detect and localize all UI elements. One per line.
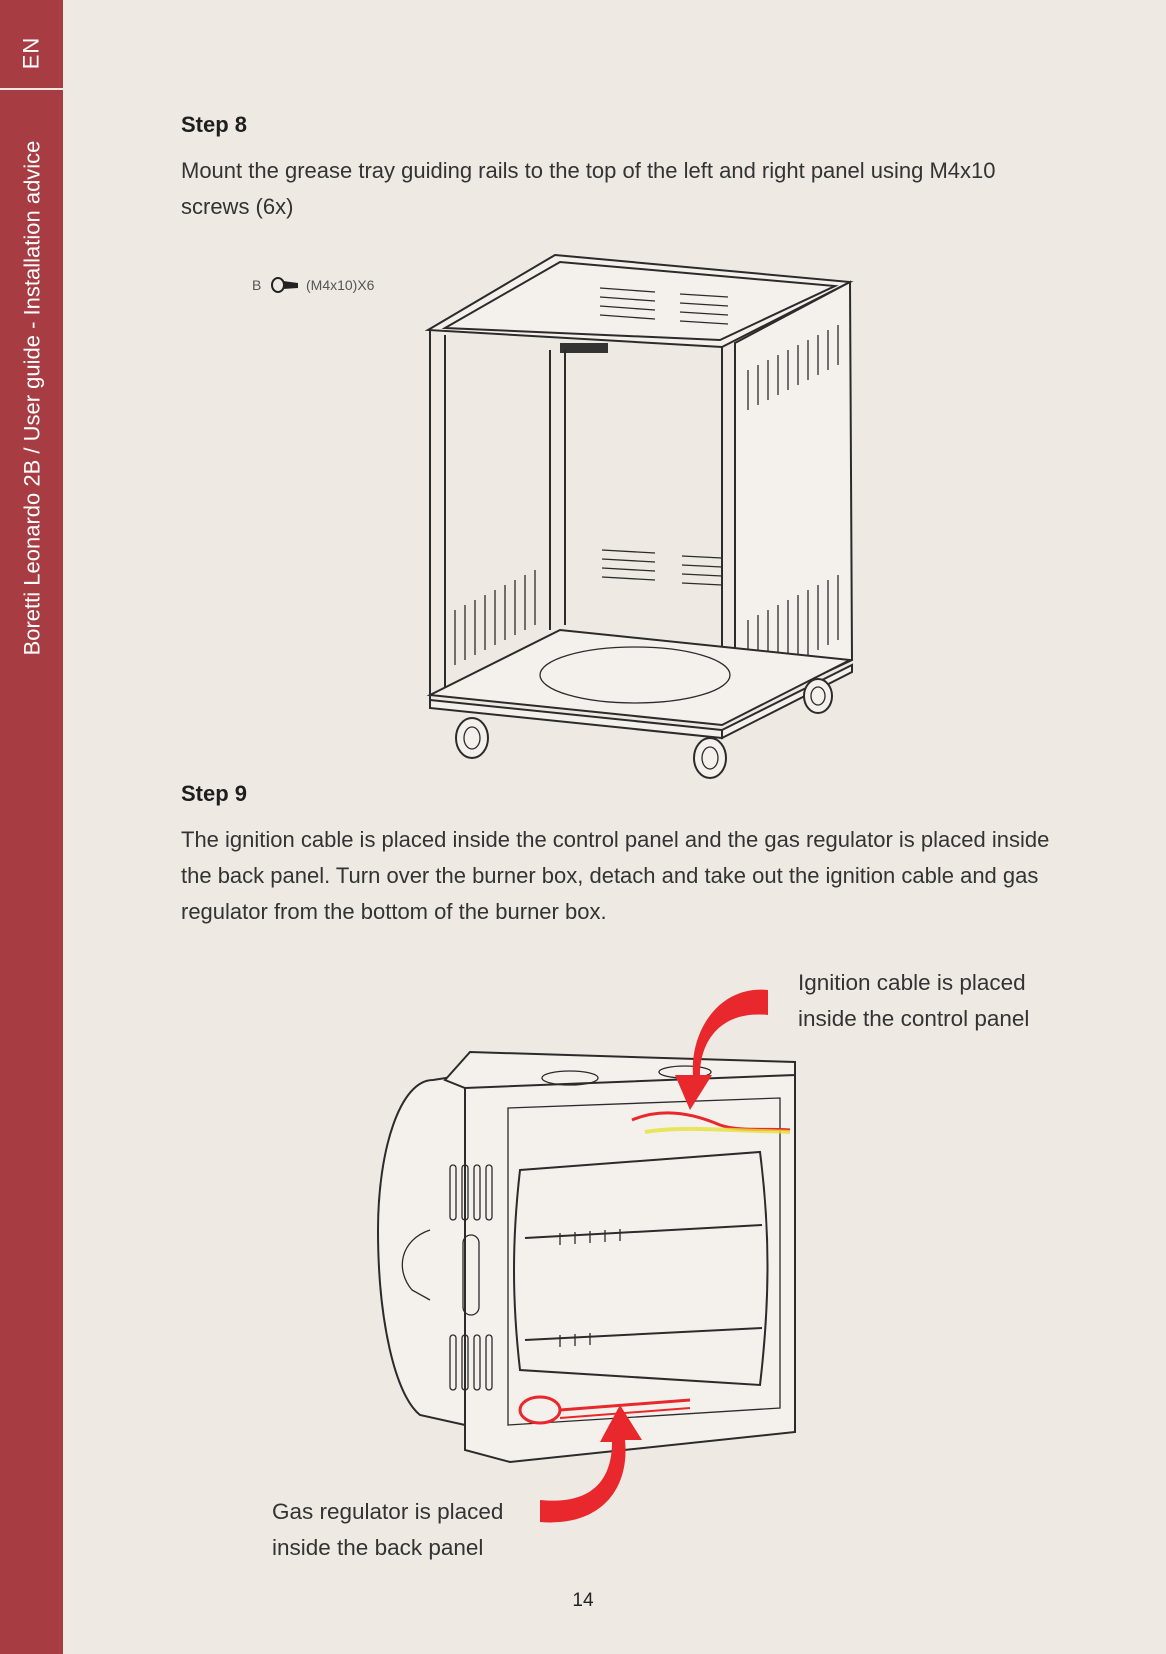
step-9-text: The ignition cable is placed inside the control panel and the gas regulator is placed inside the back panel. Turn over the burner box, detach and take out the ignition cable and gas regulator from the bottom of the burner box.: [181, 827, 1050, 924]
step-8-text: Mount the grease tray guiding rails to the top of the left and right panel using M4x10 screws (6x): [181, 158, 996, 219]
ignition-callout-line-2: inside the control panel: [798, 1006, 1030, 1031]
page-number: 14: [572, 1590, 594, 1611]
guide-title-text: Boretti Leonardo 2B / User guide - Installation advice: [19, 140, 45, 655]
language-text: EN: [18, 36, 44, 70]
step-8-title: Step 8: [181, 112, 248, 137]
regulator-callout-line-2: inside the back panel: [272, 1535, 484, 1560]
screw-part-label: (M4x10)X6: [306, 277, 375, 293]
screw-part-letter: B: [252, 277, 262, 293]
ignition-callout-line-1: Ignition cable is placed: [798, 970, 1026, 995]
step-9-title: Step 9: [181, 781, 248, 806]
regulator-callout-line-1: Gas regulator is placed: [272, 1499, 504, 1524]
regulator-callout: [272, 1494, 503, 1566]
